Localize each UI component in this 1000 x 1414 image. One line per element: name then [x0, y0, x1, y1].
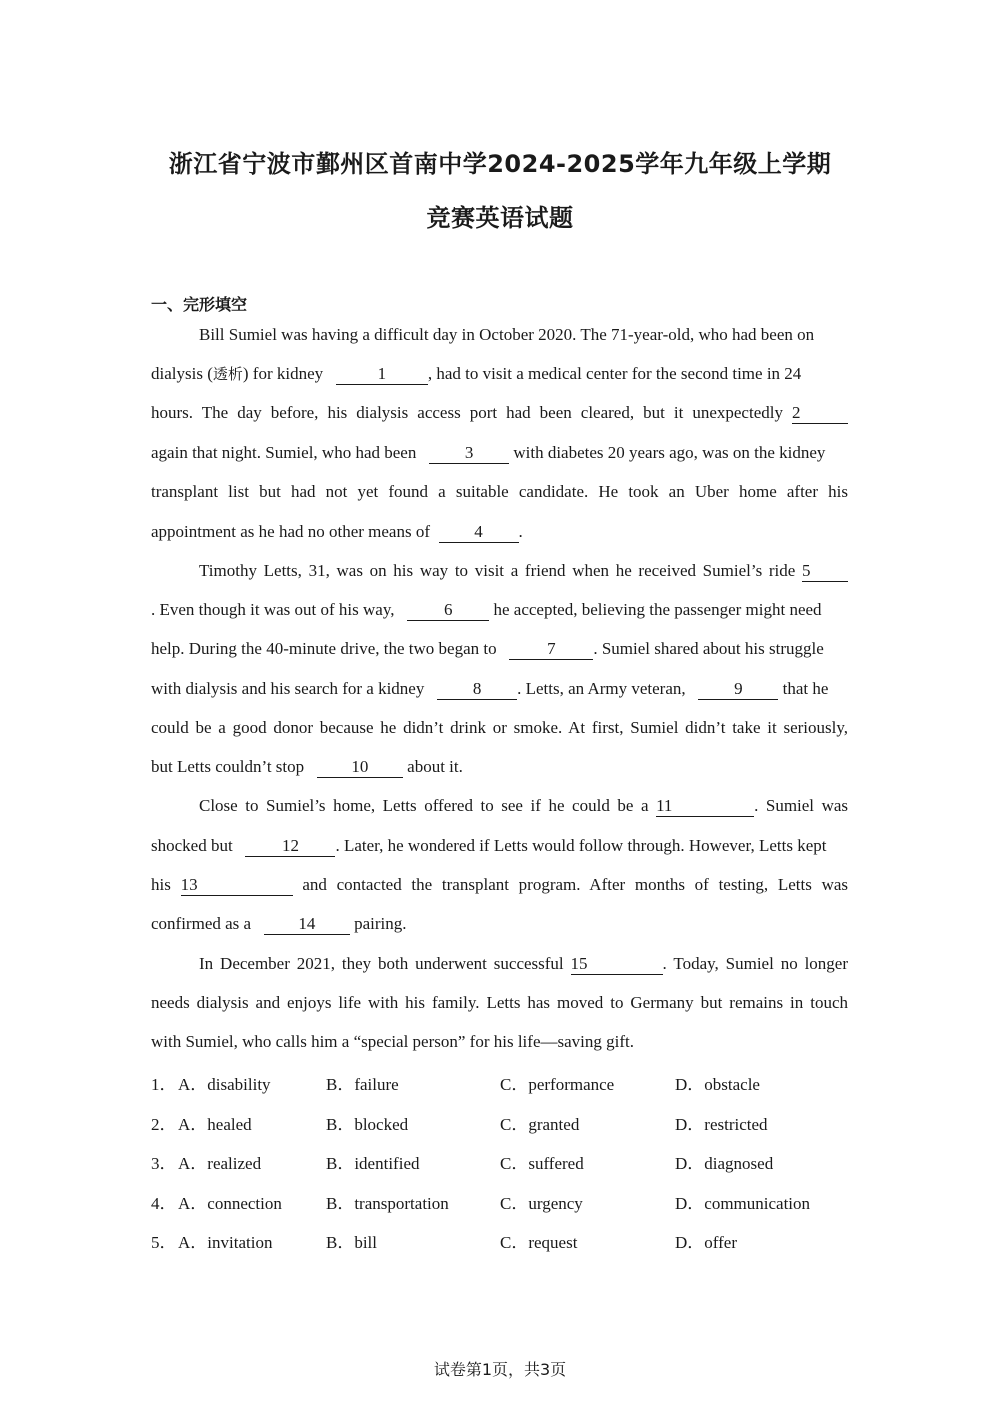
option-c[interactable]: C．suffered — [500, 1154, 584, 1173]
passage-line: with Sumiel, who calls him a “special person” for his life—saving gift. — [151, 1032, 634, 1051]
section-heading: 一、完形填空 — [151, 295, 248, 314]
option-d[interactable]: D．offer — [675, 1233, 737, 1252]
option-a[interactable]: A．disability — [178, 1075, 271, 1094]
question-options-3 — [151, 1149, 851, 1171]
exam-title-line-1: 浙江省宁波市鄞州区首南中学2024-2025学年九年级上学期 — [168, 150, 832, 178]
option-b[interactable]: B．bill — [326, 1233, 378, 1252]
passage-line: but Letts couldn’t stop 10 about it. — [151, 757, 463, 776]
option-c[interactable]: C．granted — [500, 1115, 580, 1134]
passage-line: In December 2021, they both underwent successful 15 . Today, Sumiel no longer — [199, 954, 849, 973]
question-options-1 — [151, 1070, 851, 1092]
option-c[interactable]: C．performance — [500, 1075, 615, 1094]
blank-3: 3 — [429, 444, 509, 464]
blank-13: 13 — [181, 876, 293, 896]
option-b[interactable]: B．failure — [326, 1075, 399, 1094]
passage-line: help. During the 40-minute drive, the two began to 7 . Sumiel shared about his struggle — [151, 639, 824, 658]
option-b[interactable]: B．blocked — [326, 1115, 409, 1134]
blank-11: 11 — [656, 797, 754, 817]
question-number: 4． — [151, 1194, 177, 1213]
question-options-4 — [151, 1189, 851, 1211]
passage-line: could be a good donor because he didn’t drink or smoke. At first, Sumiel didn’t take it seriously, — [151, 718, 848, 737]
passage-line: dialysis (透析) for kidney 1 , had to visit a medical center for the second time in 24 — [151, 364, 802, 383]
option-c[interactable]: C．request — [500, 1233, 578, 1252]
blank-12: 12 — [245, 837, 335, 857]
question-number: 2． — [151, 1115, 177, 1134]
passage-line: his 13 and contacted the transplant program. After months of testing, Letts was — [151, 875, 849, 894]
passage-line: . Even though it was out of his way, 6 he accepted, believing the passenger might need — [151, 600, 822, 619]
option-b[interactable]: B．identified — [326, 1154, 420, 1173]
passage-line: needs dialysis and enjoys life with his family. Letts has moved to Germany but remains in touch — [151, 993, 848, 1012]
option-a[interactable]: A．connection — [178, 1194, 282, 1213]
option-d[interactable]: D．restricted — [675, 1115, 768, 1134]
question-number: 1． — [151, 1075, 177, 1094]
exam-title-line-2: 竞赛英语试题 — [426, 204, 574, 232]
option-c[interactable]: C．urgency — [500, 1194, 583, 1213]
option-b[interactable]: B．transportation — [326, 1194, 449, 1213]
page-footer: 试卷第1页，共3页 — [433, 1360, 567, 1379]
passage-line: transplant list but had not yet found a suitable candidate. He took an Uber home after his — [151, 482, 848, 501]
blank-4: 4 — [439, 523, 519, 543]
option-a[interactable]: A．invitation — [178, 1233, 273, 1252]
passage-line: again that night. Sumiel, who had been 3 with diabetes 20 years ago, was on the kidney — [151, 443, 826, 462]
passage-line: confirmed as a 14 pairing. — [151, 914, 407, 933]
blank-5: 5 — [802, 562, 848, 582]
question-number: 3． — [151, 1154, 177, 1173]
passage-line: Close to Sumiel’s home, Letts offered to see if he could be a 11 . Sumiel was — [199, 796, 849, 815]
passage-line: appointment as he had no other means of 4 . — [151, 522, 523, 541]
option-d[interactable]: D．communication — [675, 1194, 811, 1213]
blank-10: 10 — [317, 758, 403, 778]
passage-line: Bill Sumiel was having a difficult day in October 2020. The 71-year-old, who had been on — [199, 325, 815, 344]
blank-7: 7 — [509, 640, 593, 660]
option-a[interactable]: A．realized — [178, 1154, 262, 1173]
blank-1: 1 — [336, 365, 428, 385]
blank-14: 14 — [264, 915, 350, 935]
question-options-5 — [151, 1228, 851, 1250]
blank-6: 6 — [407, 601, 489, 621]
passage-line: with dialysis and his search for a kidney 8 . Letts, an Army veteran, 9 that he — [151, 679, 829, 698]
option-d[interactable]: D．diagnosed — [675, 1154, 774, 1173]
option-d[interactable]: D．obstacle — [675, 1075, 760, 1094]
passage-line: shocked but 12 . Later, he wondered if Letts would follow through. However, Letts kept — [151, 836, 827, 855]
passage-line: Timothy Letts, 31, was on his way to visit a friend when he received Sumiel’s ride 5 — [199, 560, 848, 582]
blank-9: 9 — [698, 680, 778, 700]
blank-8: 8 — [437, 680, 517, 700]
blank-2: 2 — [792, 404, 848, 424]
question-options-2 — [151, 1110, 851, 1132]
passage-line: hours. The day before, his dialysis access port had been cleared, but it unexpectedly 2 — [151, 402, 848, 424]
question-number: 5． — [151, 1233, 177, 1252]
blank-15: 15 — [571, 955, 663, 975]
option-a[interactable]: A．healed — [178, 1115, 252, 1134]
